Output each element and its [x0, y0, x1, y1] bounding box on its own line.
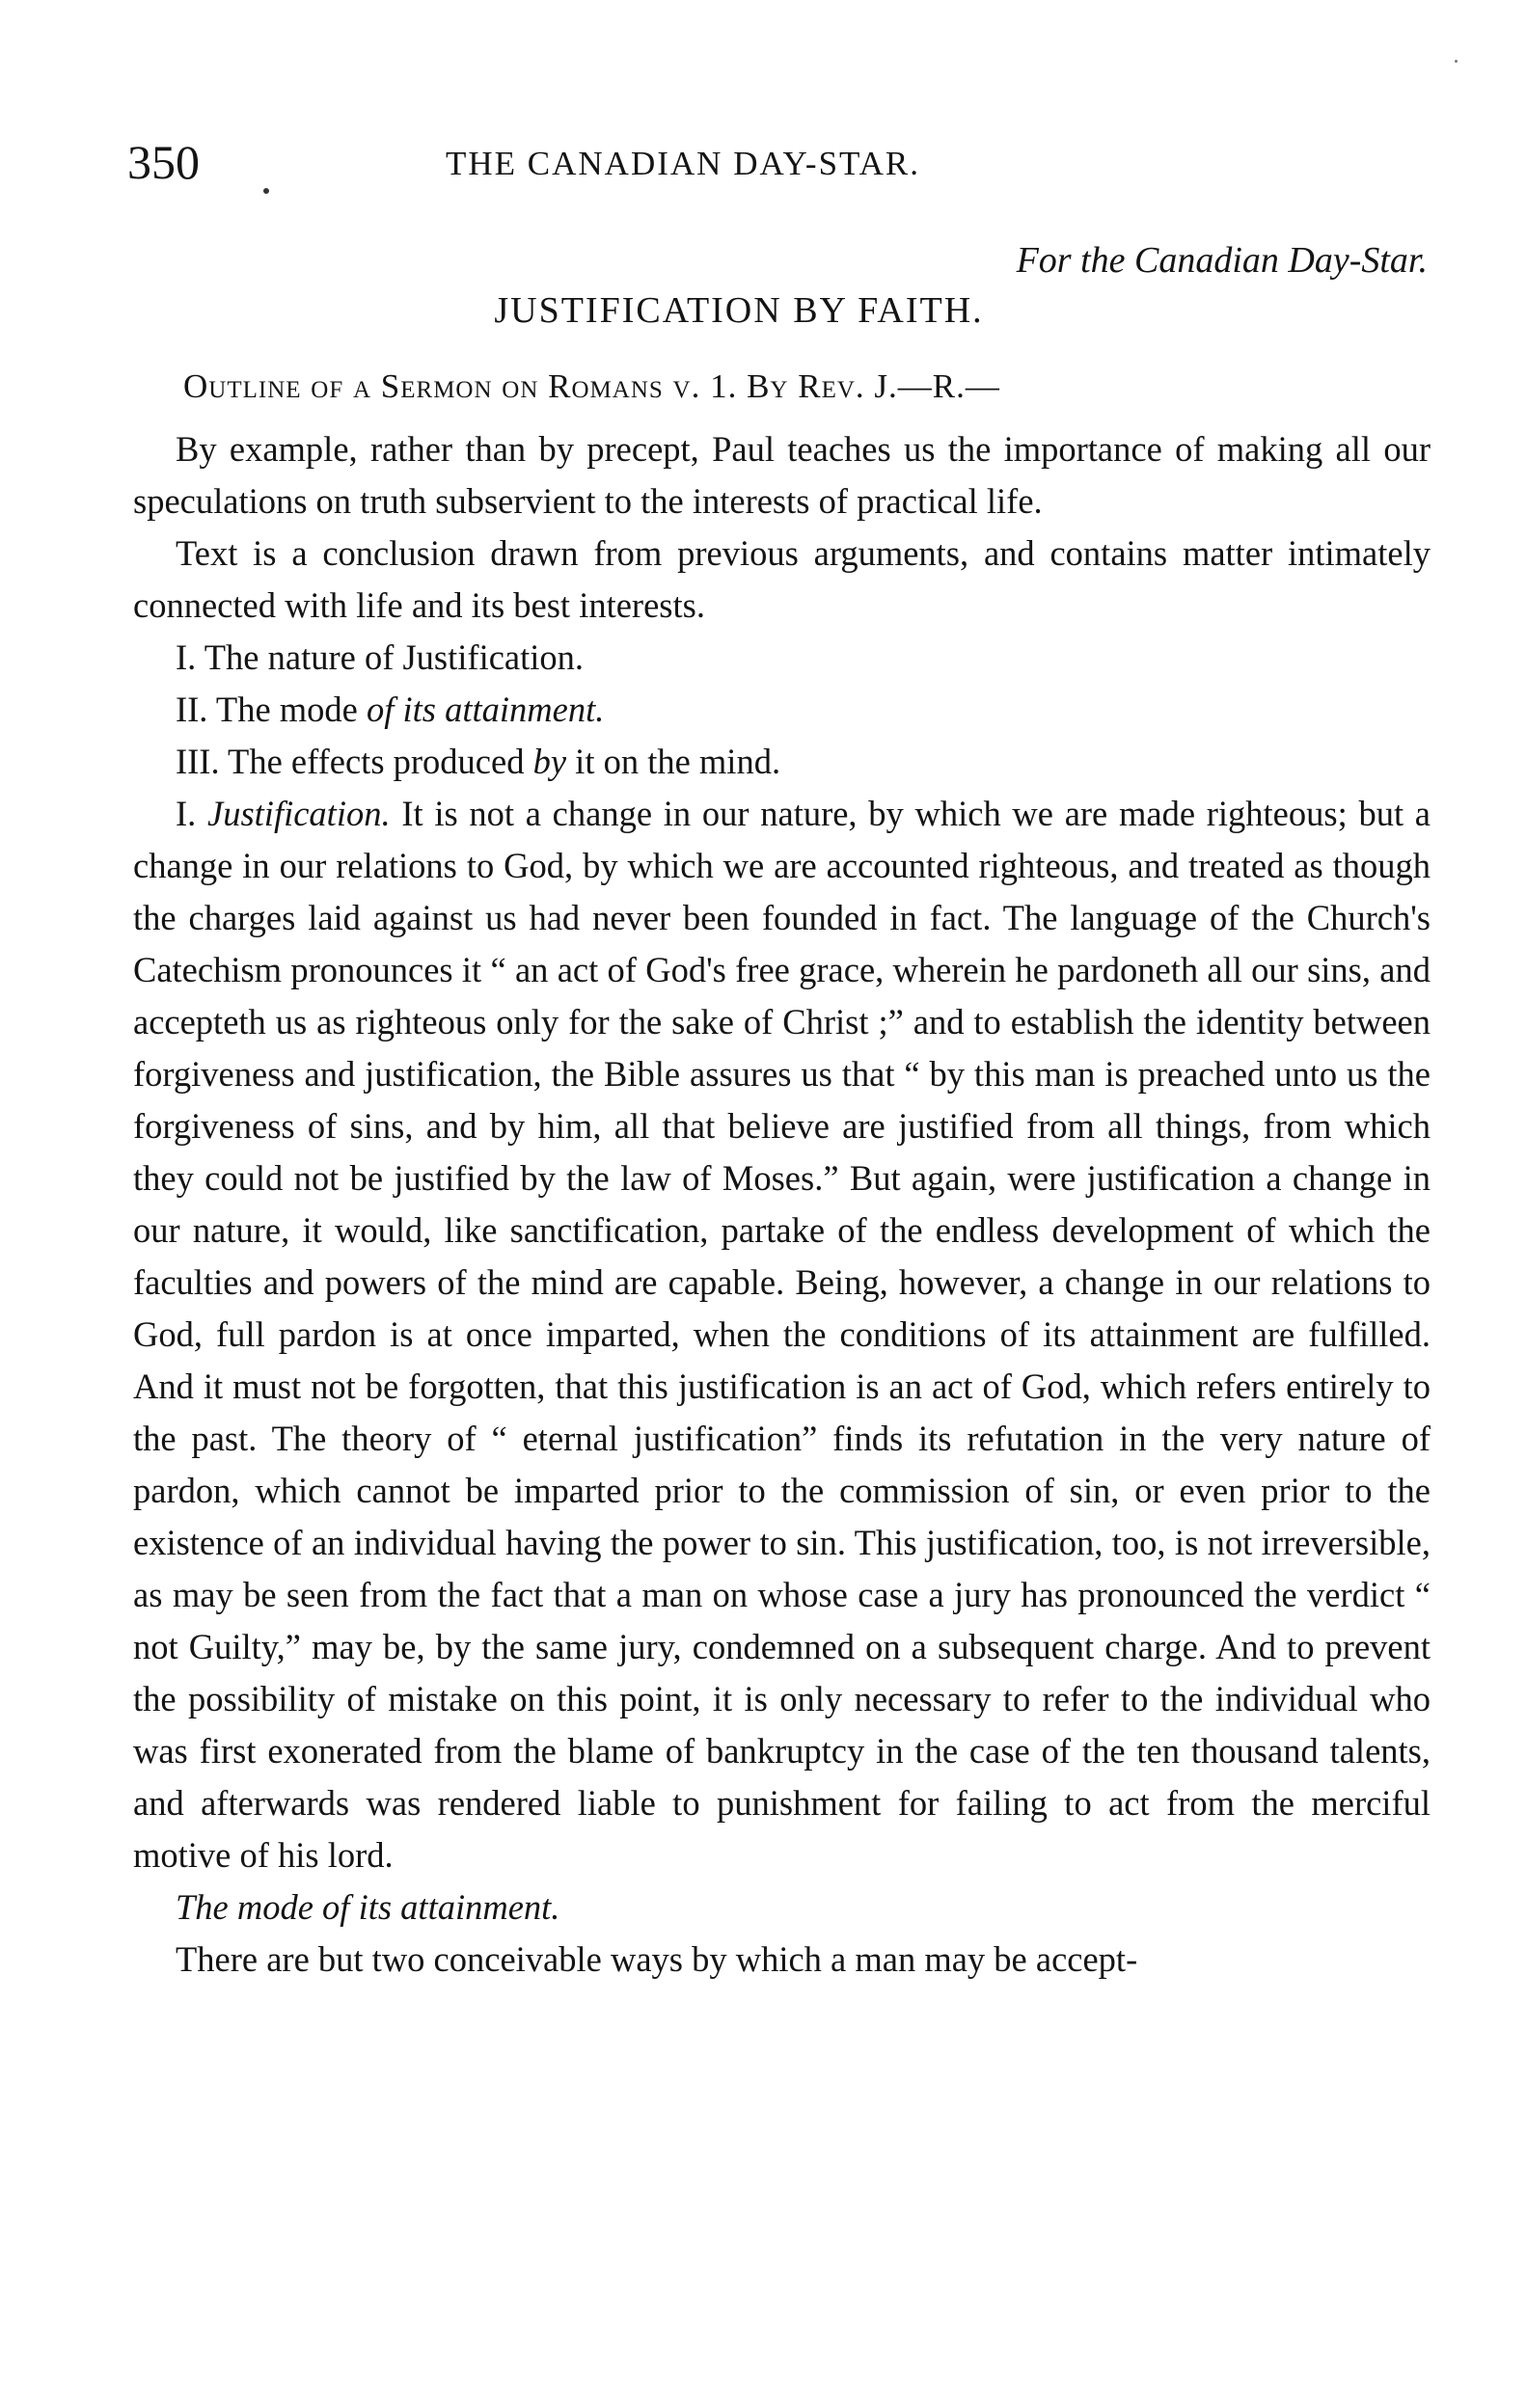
paragraph-justification: [133, 788, 1431, 1881]
section-heading-mode: The mode of its attainment.: [176, 1887, 560, 1927]
article-title: JUSTIFICATION BY FAITH.: [494, 290, 984, 331]
outline-item-3-italic: by: [532, 742, 567, 781]
outline-item-3-prefix: III. The effects produced: [176, 742, 533, 781]
article-body: [133, 423, 1431, 1986]
outline-item-3: [133, 736, 1431, 788]
paragraph-mode: There are but two conceivable ways by which a man may be accept-: [176, 1939, 1138, 1979]
paragraph-intro: By example, rather than by precept, Paul teaches us the importance of making all our speculations on truth subservient to the interests of practical life.: [133, 429, 1431, 521]
outline-item-1: I. The nature of Justification.: [176, 637, 585, 677]
outline-item-3-suffix: it on the mind.: [566, 742, 781, 781]
page-header: [127, 133, 1430, 191]
section-heading-justification: Justification.: [207, 794, 391, 833]
running-head: THE CANADIAN DAY-STAR.: [446, 145, 920, 182]
attribution-line: For the Canadian Day-Star.: [1016, 240, 1428, 281]
ink-dot: [263, 188, 269, 194]
paragraph-justification-text: It is not a change in our nature, by which we are made righteous; but a change in our relations to God, by which we are accounted righteous, and treated as though the charges laid against us had never been founded in fact. The language of the Church's Catechism pronounces it “ an act of God's free grace, wherein he pardoneth all our sins, and accepteth us as righteous only for the sake of Christ ;” and to establish the identity between forgiveness and justification, the Bible assures us that “ by this man is preached unto us the forgiveness of sins, and by him, all that believe are justified from all things, from which they could not be justified by the law of Moses.” But again, were justification a change in our nature, it would, like sanctification, partake of the endless development of which the faculties and powers of the mind are capable. Being, however, a change in our relations to God, full pardon is at once imparted, when the conditions of its attainment are fulfilled. And it must not be forgotten, that this justification is an act of God, which refers entirely to the past. The theory of “ eternal justification” finds its refutation in the very nature of pardon, which cannot be imparted prior to the commission of sin, or even prior to the existence of an individual having the power to sin. This justification, too, is not irreversible, as may be seen from the fact that a man on whose case a jury has pronounced the verdict “ not Guilty,” may be, by the same jury, condemned on a subsequent charge. And to prevent the possibility of mistake on this point, it is only necessary to refer to the individual who was first exonerated from the blame of bankruptcy in the case of the ten thousand talents, and afterwards was rendered liable to punishment for failing to act from the merciful motive of his lord.: [133, 794, 1431, 1875]
section-numeral: I.: [176, 794, 208, 833]
outline-item-2: [133, 684, 1431, 736]
sermon-subtitle: Outline of a Sermon on Romans v. 1. By Rev. J.—R.—: [183, 367, 1000, 405]
scan-speck: [1455, 60, 1458, 63]
outline-item-2-prefix: II. The mode: [176, 690, 367, 729]
paragraph-text-conclusion: Text is a conclusion drawn from previous arguments, and contains matter intimately connected with life and its best interests.: [133, 533, 1431, 625]
page-number: 350: [127, 135, 200, 189]
outline-item-2-italic: of its attainment.: [367, 690, 605, 729]
